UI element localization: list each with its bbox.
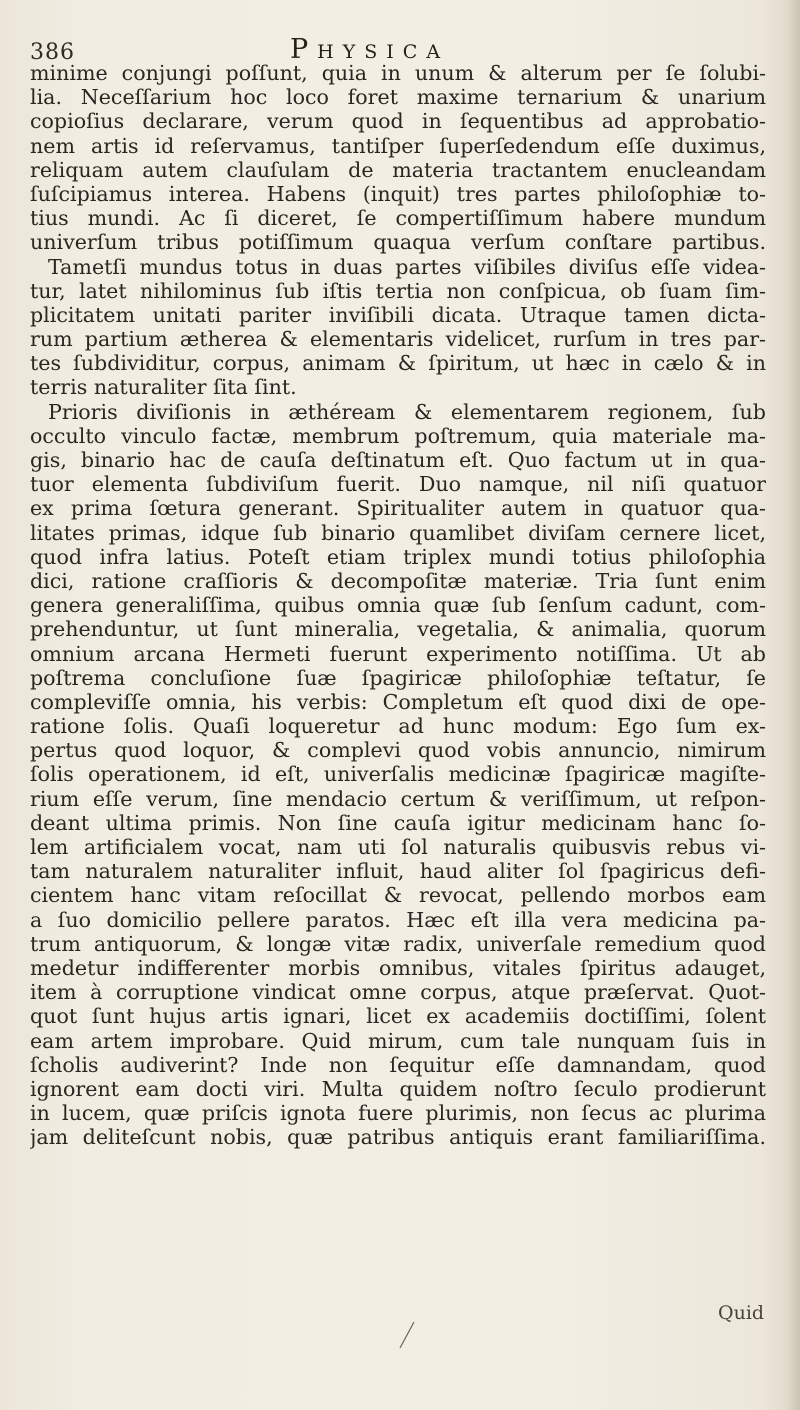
page-edge-shadow [786,0,800,1410]
text-line: genera generaliſſima, quibus omnia quæ ſub ſenſum cadunt, com- [30,593,766,618]
running-title: Physica [290,34,450,65]
text-line: jam deliteſcunt nobis, quæ patribus antiquis erant familiariſſima. [30,1125,766,1150]
text-line: Prioris diviſionis in æthéream & elementarem regionem, ſub [48,399,766,424]
text-line: pertus quod loquor, & complevi quod vobis annuncio, nimirum [30,738,766,763]
page-number: 386 [30,40,75,65]
text-line: deant ultima primis. Non ſine cauſa igitur medicinam hanc ſo- [30,810,766,835]
text-line: plicitatem unitati pariter inviſibili dicata. Utraque tamen dicta- [30,302,766,327]
text-line: reliquam autem clauſulam de materia tractantem enucleandam [30,157,766,182]
text-line: occulto vinculo factæ, membrum poſtremum, quia materiale ma- [30,423,766,448]
text-line: ſcholis audiverint? Inde non ſequitur eſſe damnandam, quod [30,1052,766,1077]
text-line: lia. Neceſſarium hoc loco foret maxime ternarium & unarium [30,85,766,110]
text-line: ſolis operationem, id eſt, univerſalis medicinæ ſpagiricæ magiſte- [30,762,766,787]
text-line: univerſum tribus potiſſimum quaqua verſum conſtare partibus. [30,230,766,255]
text-line: item à corruptione vindicat omne corpus, atque præſervat. Quot- [30,980,766,1005]
text-line: eam artem improbare. Quid mirum, cum tale nunquam ſuis in [30,1028,766,1053]
text-line: ex prima ſœtura generant. Spiritualiter autem in quatuor qua- [30,496,766,521]
text-line: in lucem, quæ priſcis ignota fuere plurimis, non ſecus ac plurima [30,1101,766,1126]
text-line: ignorent eam docti viri. Multa quidem noſtro ſeculo prodierunt [30,1076,766,1101]
text-line: compleviſſe omnia, his verbis: Completum eſt quod dixi de ope- [30,689,766,714]
text-line: rium eſſe verum, ſine mendacio certum & veriſſimum, ut reſpon- [30,786,766,811]
text-line: medetur indifferenter morbis omnibus, vitales ſpiritus adauget, [30,955,766,980]
text-line: lem artificialem vocat, nam uti ſol naturalis quibusvis rebus vi- [30,835,766,859]
ink-stroke-mark [396,1320,418,1350]
text-line: tur, latet nihilominus ſub iſtis tertia non conſpicua, ob ſuam ſim- [30,278,766,303]
text-line: Tametſi mundus totus in duas partes viſibiles diviſus eſſe videa- [48,254,766,279]
text-line: prehenduntur, ut ſunt mineralia, vegetalia, & animalia, quorum [30,617,766,642]
text-line: tes ſubdividitur, corpus, animam & ſpiritum, ut hæc in cælo & in [30,351,766,376]
text-line: minime conjungi poſſunt, quia in unum & alterum per ſe ſolubi- [30,61,766,85]
text-line: trum antiquorum, & longæ vitæ radix, univerſale remedium quod [30,931,766,956]
text-line: tius mundi. Ac ſi diceret, ſe compertiſſimum habere mundum [30,206,766,231]
text-line: terris naturaliter ſita ſint. [30,375,297,400]
catchword: Quid [718,1302,765,1324]
text-line: tam naturalem naturaliter influit, haud aliter ſol ſpagiricus defi- [30,859,766,884]
text-line: nem artis id reſervamus, tantiſper ſuperſedendum eſſe duximus, [30,133,766,158]
text-line: poſtrema concluſione ſuæ ſpagiricæ philoſophiæ teſtatur, ſe [30,665,766,690]
text-line: rum partium ætherea & elementaris videlicet, rurſum in tres par- [30,327,766,352]
text-line: quod infra latius. Poteſt etiam triplex mundi totius philoſophia [30,544,766,569]
text-line: dici, ratione craſſioris & decompoſitæ materiæ. Tria ſunt enim [30,568,766,593]
text-line: quot ſunt hujus artis ignari, licet ex academiis doctiſſimi, ſolent [30,1004,766,1029]
text-line: litates primas, idque ſub binario quamlibet diviſam cernere licet, [30,520,766,545]
text-line: gis, binario hac de cauſa deſtinatum eſt. Quo factum ut in qua- [30,448,766,472]
text-line: a ſuo domicilio pellere paratos. Hæc eſt illa vera medicina pa- [30,907,766,932]
text-line: copioſius declarare, verum quod in ſequentibus ad approbatio- [30,109,766,134]
text-line: tuor elementa ſubdiviſum fuerit. Duo namque, nil niſi quatuor [30,472,766,497]
text-line: omnium arcana Hermeti fuerunt experimento notiſſima. Ut ab [30,641,766,666]
text-line: cientem hanc vitam reſocillat & revocat, pellendo morbos eam [30,883,766,908]
main-text-block [30,61,766,1149]
text-line: ſuſcipiamus interea. Habens (inquit) tres partes philoſophiæ to- [30,181,766,206]
text-line: ratione ſolis. Quaſi loqueretur ad hunc modum: Ego ſum ex- [30,714,766,739]
